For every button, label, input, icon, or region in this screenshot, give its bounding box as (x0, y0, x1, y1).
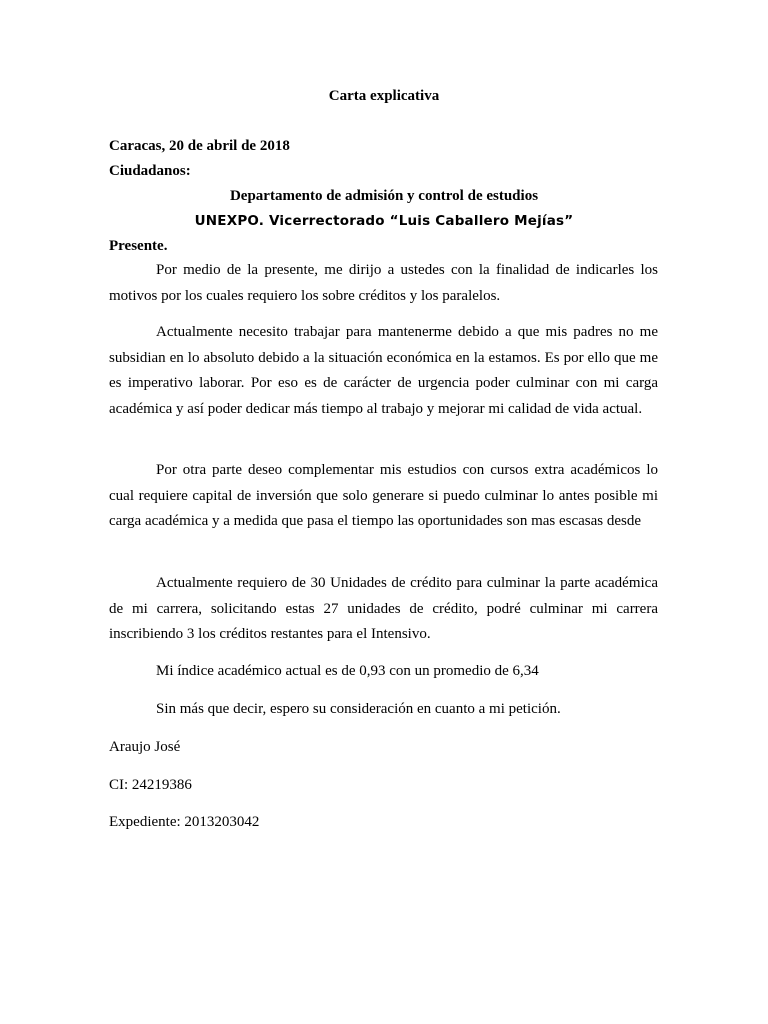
document-title: Carta explicativa (328, 88, 440, 104)
presente-line: Presente. (109, 238, 168, 254)
recipient-department: Departamento de admisión y control de estudios (229, 188, 539, 204)
paragraph-1: Por medio de la presente, me dirijo a ustedes con la finalidad de indicarles los motivos por los cuales requiero los sobre créditos y los paralelos. (109, 262, 658, 304)
paragraph-2: Actualmente necesito trabajar para mantenerme debido a que mis padres no me subsidian en lo absoluto debido a la situación económica en la estamos. Es por ello que me es imperativo laborar. Por eso es de carácter de urgencia poder culminar con mi carga académica y así poder dedicar más tiempo al trabajo y mejorar mi calidad de vida actual. (109, 324, 658, 417)
recipient-institution: UNEXPO. Vicerrectorado “Luis Caballero Mejías” (194, 213, 574, 229)
paragraph-4: Actualmente requiero de 30 Unidades de crédito para culminar la parte académica de mi carrera, solicitando estas 27 unidades de crédito, podré culminar mi carrera inscribiendo 3 los créditos restantes para el Intensivo. (109, 575, 658, 642)
paragraph-6: Sin más que decir, espero su consideración en cuanto a mi petición. (156, 701, 561, 717)
paragraph-5: Mi índice académico actual es de 0,93 con un promedio de 6,34 (156, 663, 539, 679)
salutation: Ciudadanos: (109, 163, 191, 179)
signature-name: Araujo José (109, 739, 181, 755)
paragraph-3: Por otra parte deseo complementar mis estudios con cursos extra académicos lo cual requiere capital de inversión que solo generare si puedo culminar lo antes posible mi carga académica y a medida que pasa el tiempo las oportunidades son mas escasas desde (109, 462, 658, 529)
signature-ci: CI: 24219386 (109, 777, 192, 793)
signature-expediente: Expediente: 2013203042 (109, 814, 260, 830)
place-date: Caracas, 20 de abril de 2018 (109, 138, 290, 154)
